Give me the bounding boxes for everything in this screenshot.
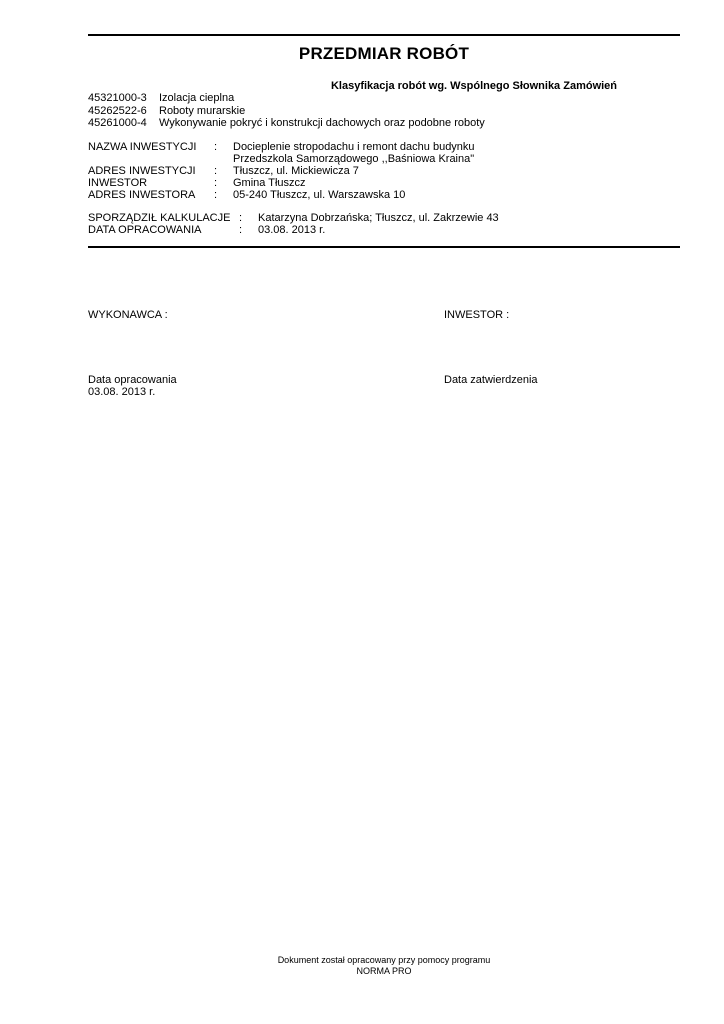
prepared-date-label: Data opracowania bbox=[88, 374, 177, 386]
section-divider bbox=[88, 246, 680, 248]
field-value: Katarzyna Dobrzańska; Tłuszcz, ul. Zakrzewie 43 bbox=[258, 212, 499, 224]
classification-heading: Klasyfikacja robót wg. Wspólnego Słownika Zamówień bbox=[330, 80, 618, 92]
field-label: DATA OPRACOWANIA bbox=[88, 224, 202, 236]
investment-info bbox=[88, 141, 475, 201]
classification-list bbox=[88, 92, 485, 130]
field-colon: : bbox=[239, 224, 243, 236]
investor-label: INWESTOR : bbox=[444, 309, 510, 321]
field-label: SPORZĄDZIŁ KALKULACJE bbox=[88, 212, 231, 224]
cpv-name: Izolacja cieplna bbox=[159, 92, 235, 104]
field-label: ADRES INWESTORA bbox=[88, 189, 196, 201]
prepared-by-row bbox=[88, 212, 499, 224]
field-value: 05-240 Tłuszcz, ul. Warszawska 10 bbox=[233, 189, 406, 201]
field-label bbox=[88, 153, 214, 165]
field-value: Tłuszcz, ul. Mickiewicza 7 bbox=[233, 165, 359, 177]
field-colon: : bbox=[214, 165, 218, 177]
footer bbox=[88, 955, 680, 977]
field-colon: : bbox=[214, 177, 218, 189]
footer-line: Dokument został opracowany przy pomocy programu bbox=[277, 955, 491, 965]
field-value: Przedszkola Samorządowego ,,Baśniowa Kraina" bbox=[233, 153, 475, 165]
top-rule bbox=[88, 34, 680, 36]
footer-program-name: NORMA PRO bbox=[356, 966, 412, 976]
field-value: 03.08. 2013 r. bbox=[258, 224, 326, 236]
cpv-code: 45262522-6 bbox=[88, 104, 147, 117]
preparation-date-row bbox=[88, 224, 499, 236]
field-label: ADRES INWESTYCJI bbox=[88, 165, 196, 177]
approval-date-label: Data zatwierdzenia bbox=[444, 374, 538, 386]
field-value: Docieplenie stropodachu i remont dachu budynku bbox=[233, 141, 475, 153]
investor-row bbox=[88, 177, 475, 189]
cpv-name: Wykonywanie pokryć i konstrukcji dachowych oraz podobne roboty bbox=[159, 117, 485, 129]
cpv-code: 45321000-3 bbox=[88, 92, 147, 104]
field-colon: : bbox=[214, 141, 218, 153]
cpv-name: Roboty murarskie bbox=[159, 104, 246, 117]
investment-name-row-continued bbox=[88, 153, 475, 165]
classification-item bbox=[88, 117, 485, 130]
cpv-code: 45261000-4 bbox=[88, 117, 147, 129]
field-colon bbox=[214, 153, 233, 165]
field-colon: : bbox=[214, 189, 218, 201]
investment-address-row bbox=[88, 165, 475, 177]
contractor-label: WYKONAWCA : bbox=[88, 309, 168, 321]
investment-name-row bbox=[88, 141, 475, 153]
page-title: PRZEDMIAR ROBÓT bbox=[298, 44, 470, 63]
field-label: NAZWA INWESTYCJI bbox=[88, 141, 197, 153]
prepared-date-value: 03.08. 2013 r. bbox=[88, 386, 156, 398]
classification-item bbox=[88, 105, 485, 118]
investor-address-row bbox=[88, 189, 475, 201]
calculation-info bbox=[88, 212, 499, 236]
classification-item bbox=[88, 92, 485, 105]
field-label: INWESTOR bbox=[88, 177, 148, 189]
field-colon: : bbox=[239, 212, 243, 224]
field-value: Gmina Tłuszcz bbox=[233, 177, 306, 189]
